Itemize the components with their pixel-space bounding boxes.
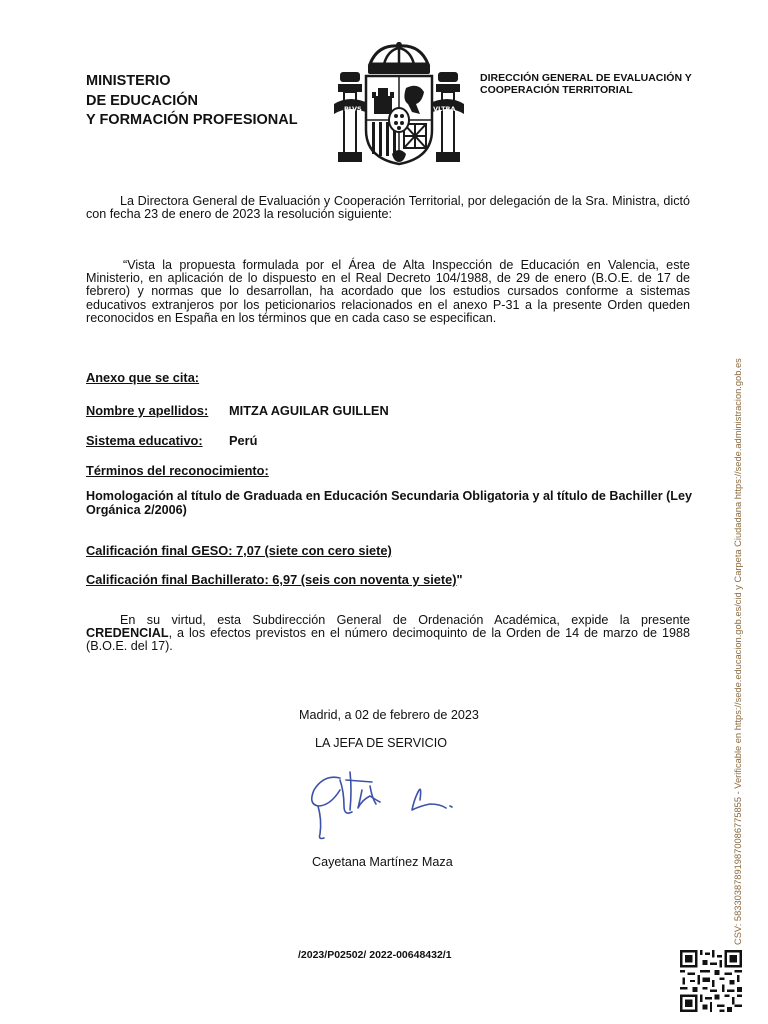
name-value: MITZA AGUILAR GUILLEN [229,403,389,418]
closing-quote: " [456,572,463,587]
closing-text-pre: En su virtud, esta Subdirección General de Ordenación Académica, expide la presente [120,613,690,627]
qr-code-icon[interactable] [680,950,742,1012]
signatory-title: LA JEFA DE SERVICIO [315,736,448,750]
signature-strokes [312,772,452,839]
grade-geso: Calificación final GESO: 7,07 (siete con cero siete) [86,543,392,558]
intro-paragraph: La Directora General de Evaluación y Cooperación Territorial, por delegación de la Sra. Ministra, dictó con fecha 23 de enero de 2023 la resolución siguiente: [86,194,690,222]
spanish-coat-of-arms-icon [330,42,468,168]
verification-code: CSV: 583303878919870086775855 - Verificable en https://sede.educacion.gob.es/cid y Carpeta Ciudadana https://sede.administracion.gob.es [733,358,743,945]
ministry-line: MINISTERIO [86,73,171,89]
annex-label: Anexo que se cita: [86,370,200,385]
grade-bachillerato-line [86,572,463,587]
name-label: Nombre y apellidos: [86,403,209,418]
motto-right: VLTRA [433,105,456,113]
directorate-line: DIRECCIÓN GENERAL DE EVALUACIÓN Y [480,72,692,84]
resolution-paragraph: “Vista la propuesta formulada por el Área de Alta Inspección de Educación en Valencia, este Ministerio, en aplicación de lo dispuesto en el Real Decreto 104/1988, de 29 de enero (B.O.E. de 17 de febrero) y normas que lo desarrollan, ha acordado que los estudios cursados conforme a sistemas educativos extranjeros por los peticionarios relacionados en el anexo P-31 a la presente Orden queden reconocidos en España en los términos que en cada caso se especifican. [86,258,690,325]
directorate-name [480,72,710,96]
ministry-line: DE EDUCACIÓN [86,92,198,109]
handwritten-signature [300,760,460,850]
system-label: Sistema educativo: [86,433,203,448]
closing-text-post: , a los efectos previstos en el número decimoquinto de la Orden de 14 de marzo de 1988 (B.O.E. del 17). [86,626,690,654]
ministry-name [86,72,298,131]
system-value: Perú [229,433,258,448]
motto-left: PLVS [344,105,362,113]
document-reference: /2023/P02502/ 2022-00648432/1 [298,949,452,961]
signatory-name: Cayetana Martínez Maza [312,855,453,869]
terms-text: Homologación al título de Graduada en Educación Secundaria Obligatoria y al título de Bachiller (Ley Orgánica 2/2006) [86,489,693,517]
ministry-line: Y FORMACIÓN PROFESIONAL [86,112,298,128]
closing-paragraph [86,614,690,654]
grade-bachillerato: Calificación final Bachillerato: 6,97 (seis con noventa y siete) [86,572,457,587]
terms-label: Términos del reconocimiento: [86,463,269,478]
credential-word: CREDENCIAL [86,626,169,641]
place-date: Madrid, a 02 de febrero de 2023 [299,708,479,722]
directorate-line: COOPERACIÓN TERRITORIAL [480,84,633,96]
